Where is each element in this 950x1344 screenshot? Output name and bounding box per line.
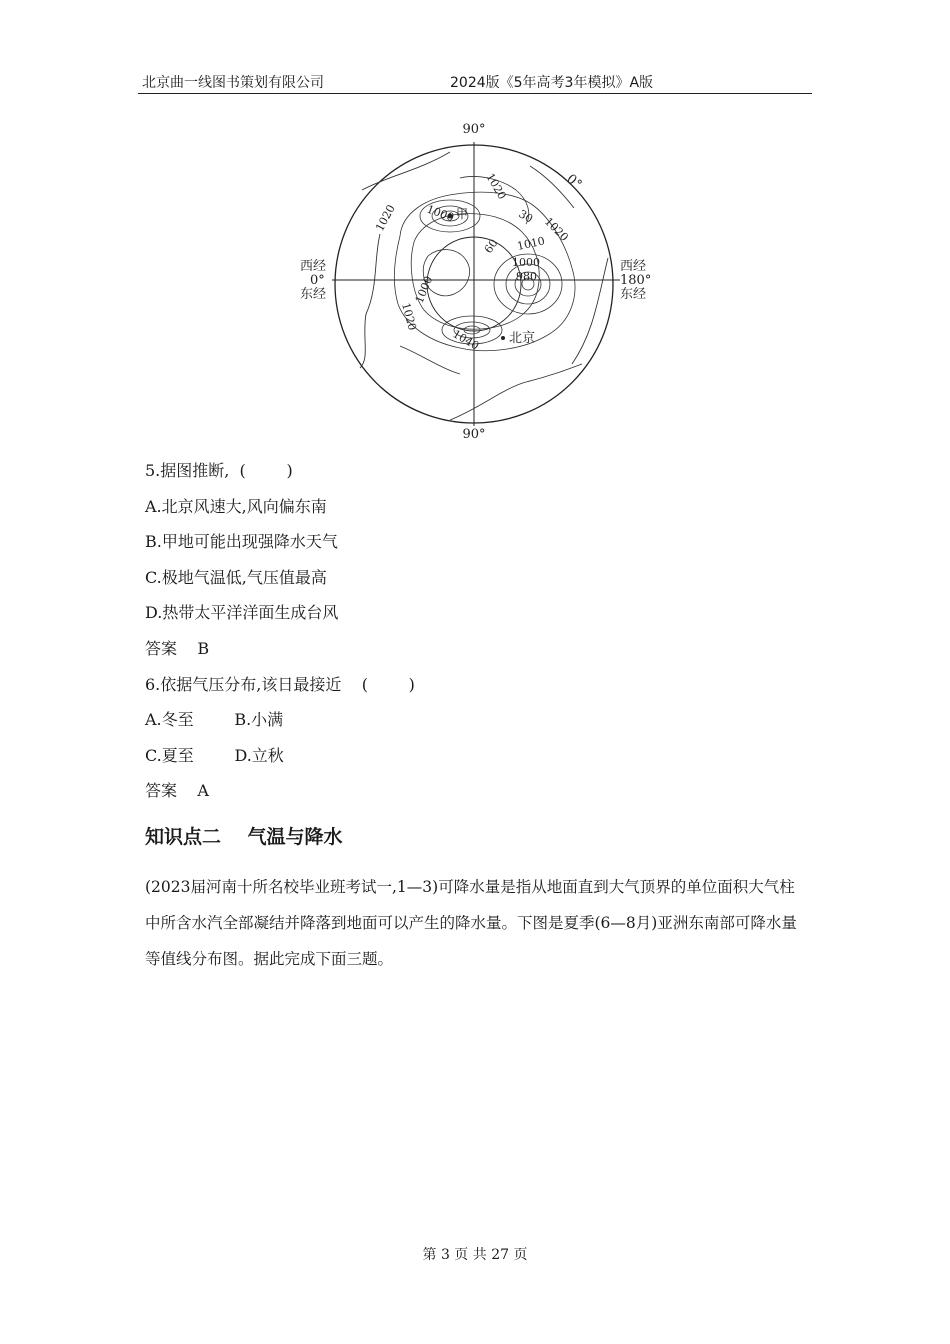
section-intro-paragraph: (2023届河南十所名校毕业班考试一,1—3)可降水量是指从地面直到大气顶界的单位面积大气柱中所含水汽全部凝结并降落到地面可以产生的降水量。下图是夏季(6—8月)亚洲东南部可降水量等值线分布图。据此完成下面三题。 bbox=[145, 878, 797, 968]
isobar-60: 60 bbox=[481, 236, 501, 256]
isobar-1000-right: 1000 bbox=[512, 256, 540, 269]
label-beijing: 北京 bbox=[509, 331, 536, 346]
label-right-west: 西经 bbox=[620, 259, 647, 274]
question-6-answer: 答案 A bbox=[145, 781, 209, 800]
question-6-options-row1: A.冬至 B.小满 bbox=[145, 710, 284, 729]
question-5-option-b: B.甲地可能出现强降水天气 bbox=[145, 532, 338, 551]
isobar-1040: 1040 bbox=[450, 327, 482, 353]
isobar-1020-top: 1020 bbox=[483, 171, 509, 202]
section-title: 知识点二 气温与降水 bbox=[145, 826, 343, 848]
isobar-1020-right: 1020 bbox=[541, 214, 571, 244]
polar-pressure-map bbox=[290, 118, 662, 446]
question-6-options-row2: C.夏至 D.立秋 bbox=[145, 746, 284, 765]
page-footer: 第 3 页 共 27 页 bbox=[422, 1247, 528, 1263]
isobar-30: 30 bbox=[516, 207, 536, 226]
label-zero-diag: 0° bbox=[563, 171, 585, 193]
isobar-1000-lower-left: 1000 bbox=[412, 274, 436, 306]
label-left-west: 西经 bbox=[300, 259, 327, 274]
label-right-180: 180° bbox=[620, 273, 652, 288]
isobar-1010: 1010 bbox=[515, 234, 547, 253]
isobar-1000-jia: 1000 bbox=[424, 202, 456, 225]
isobar-1020-left: 1020 bbox=[373, 202, 398, 234]
question-5-option-a: A.北京风速大,风向偏东南 bbox=[145, 497, 327, 516]
isobar-lines bbox=[394, 177, 575, 351]
question-6-stem: 6.依据气压分布,该日最接近 ( ) bbox=[145, 675, 415, 694]
page-header bbox=[138, 71, 812, 94]
question-5-stem: 5.据图推断, ( ) bbox=[145, 461, 293, 480]
label-left-east: 东经 bbox=[300, 287, 327, 302]
label-right-east: 东经 bbox=[620, 287, 647, 302]
beijing-marker bbox=[501, 336, 505, 340]
question-5-option-d: D.热带太平洋洋面生成台风 bbox=[145, 603, 339, 622]
label-top-90: 90° bbox=[462, 122, 486, 137]
question-5-answer: 答案 B bbox=[145, 639, 210, 658]
question-5-option-c: C.极地气温低,气压值最高 bbox=[145, 568, 327, 587]
isobar-1020-lower-left: 1020 bbox=[399, 301, 419, 332]
isobar-980: 980 bbox=[516, 270, 537, 283]
label-jia: 甲 bbox=[456, 207, 469, 221]
label-bottom-90: 90° bbox=[462, 427, 486, 442]
publisher-name: 北京曲一线图书策划有限公司 bbox=[142, 75, 324, 91]
book-title: 2024版《5年高考3年模拟》A版 bbox=[450, 75, 654, 91]
label-left-zero: 0° bbox=[310, 273, 325, 288]
